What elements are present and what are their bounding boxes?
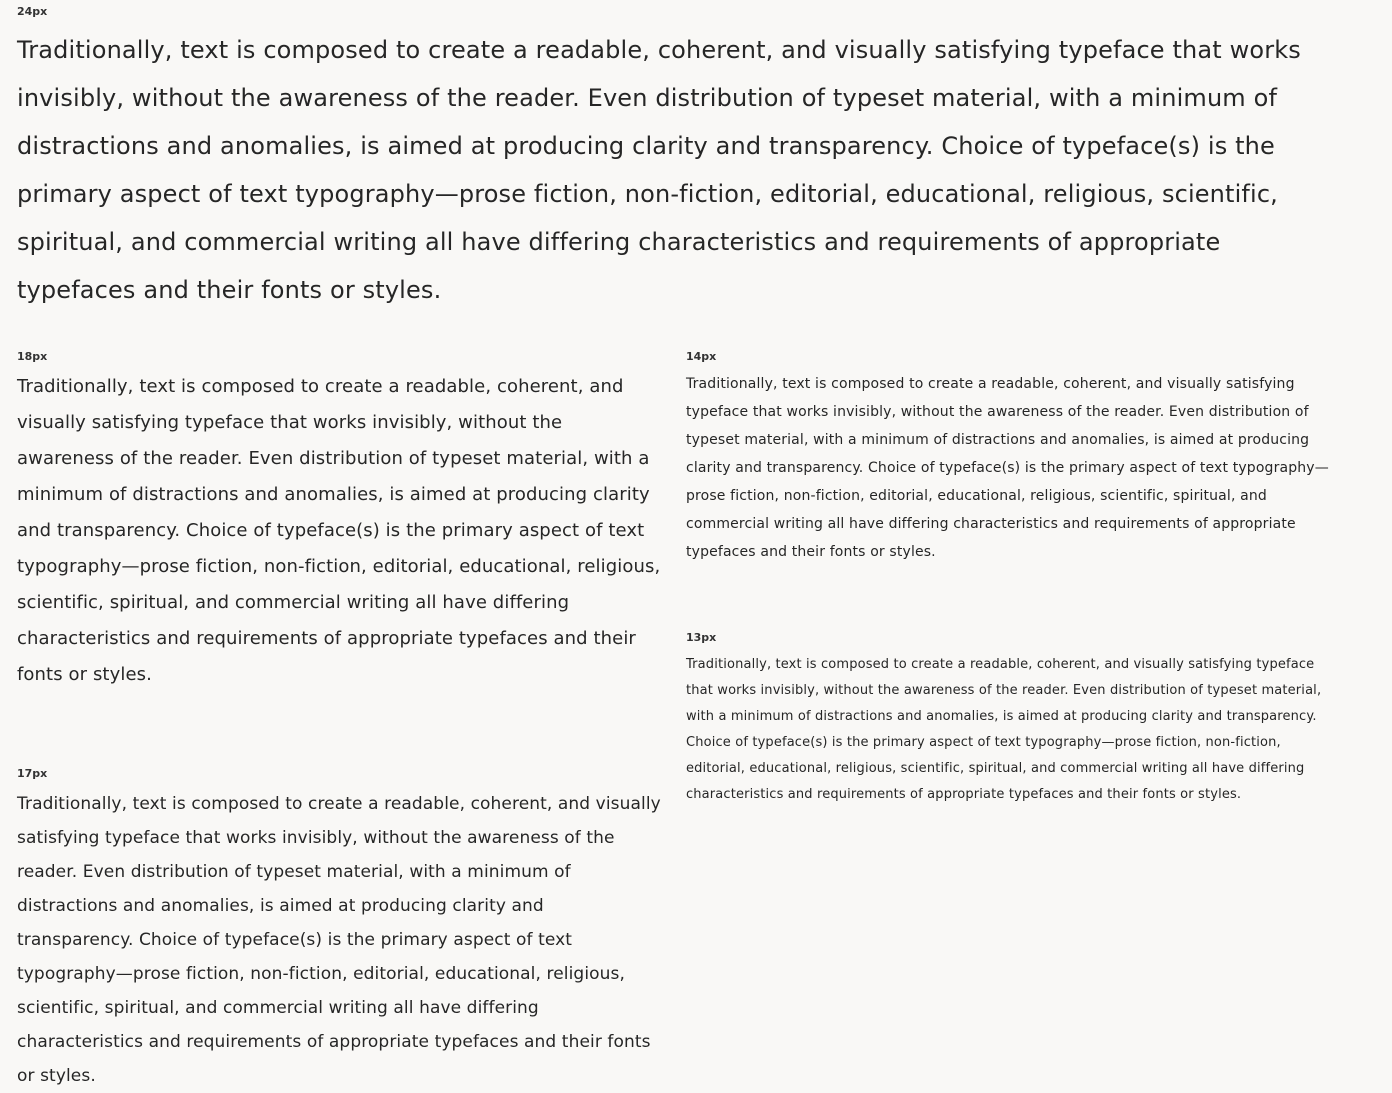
- size-label-13: 13px: [686, 631, 717, 644]
- sample-paragraph-13: Traditionally, text is composed to create a readable, coherent, and visually satisfying typeface that works invisibly, without the awareness of the reader. Even distribution of typeset material, with a minimum of distractions and anomalies, is aimed at producing clarity and transparency. Choice of typeface(s) is the primary aspect of text typography—prose fiction, non-fiction, editorial, educational, religious, scientific, spiritual, and commercial writing all have differing characteristics and requirements of appropriate typefaces and their fonts or styles.: [686, 657, 1322, 802]
- sample-paragraph-14: Traditionally, text is composed to create a readable, coherent, and visually satisfying typeface that works invisibly, without the awareness of the reader. Even distribution of typeset material, with a minimum of distractions and anomalies, is aimed at producing clarity and transparency. Choice of typeface(s) is the primary aspect of text typography—prose fiction, non-fiction, editorial, educational, religious, scientific, spiritual, and commercial writing all have differing characteristics and requirements of appropriate typefaces and their fonts or styles.: [686, 376, 1329, 560]
- sample-paragraph-18: Traditionally, text is composed to create a readable, coherent, and visually satisfying typeface that works invisibly, without the awareness of the reader. Even distribution of typeset material, with a minimum of distractions and anomalies, is aimed at producing clarity and transparency. Choice of typeface(s) is the primary aspect of text typography—prose fiction, non-fiction, editorial, educational, religious, scientific, spiritual, and commercial writing all have differing characteristics and requirements of appropriate typefaces and their fonts or styles.: [17, 376, 661, 685]
- size-label-18: 18px: [17, 350, 48, 363]
- size-label-24: 24px: [17, 5, 48, 18]
- size-label-17: 17px: [17, 767, 48, 780]
- sample-paragraph-17: Traditionally, text is composed to create a readable, coherent, and visually satisfying typeface that works invisibly, without the awareness of the reader. Even distribution of typeset material, with a minimum of distractions and anomalies, is aimed at producing clarity and transparency. Choice of typeface(s) is the primary aspect of text typography—prose fiction, non-fiction, editorial, educational, religious, scientific, spiritual, and commercial writing all have differing characteristics and requirements of appropriate typefaces and their fonts or styles.: [17, 794, 661, 1086]
- size-label-14: 14px: [686, 350, 717, 363]
- sample-paragraph-24: Traditionally, text is composed to create a readable, coherent, and visually satisfying typeface that works invisibly, without the awareness of the reader. Even distribution of typeset material, with a minimum of distractions and anomalies, is aimed at producing clarity and transparency. Choice of typeface(s) is the primary aspect of text typography—prose fiction, non-fiction, editorial, educational, religious, scientific, spiritual, and commercial writing all have differing characteristics and requirements of appropriate typefaces and their fonts or styles.: [17, 36, 1301, 304]
